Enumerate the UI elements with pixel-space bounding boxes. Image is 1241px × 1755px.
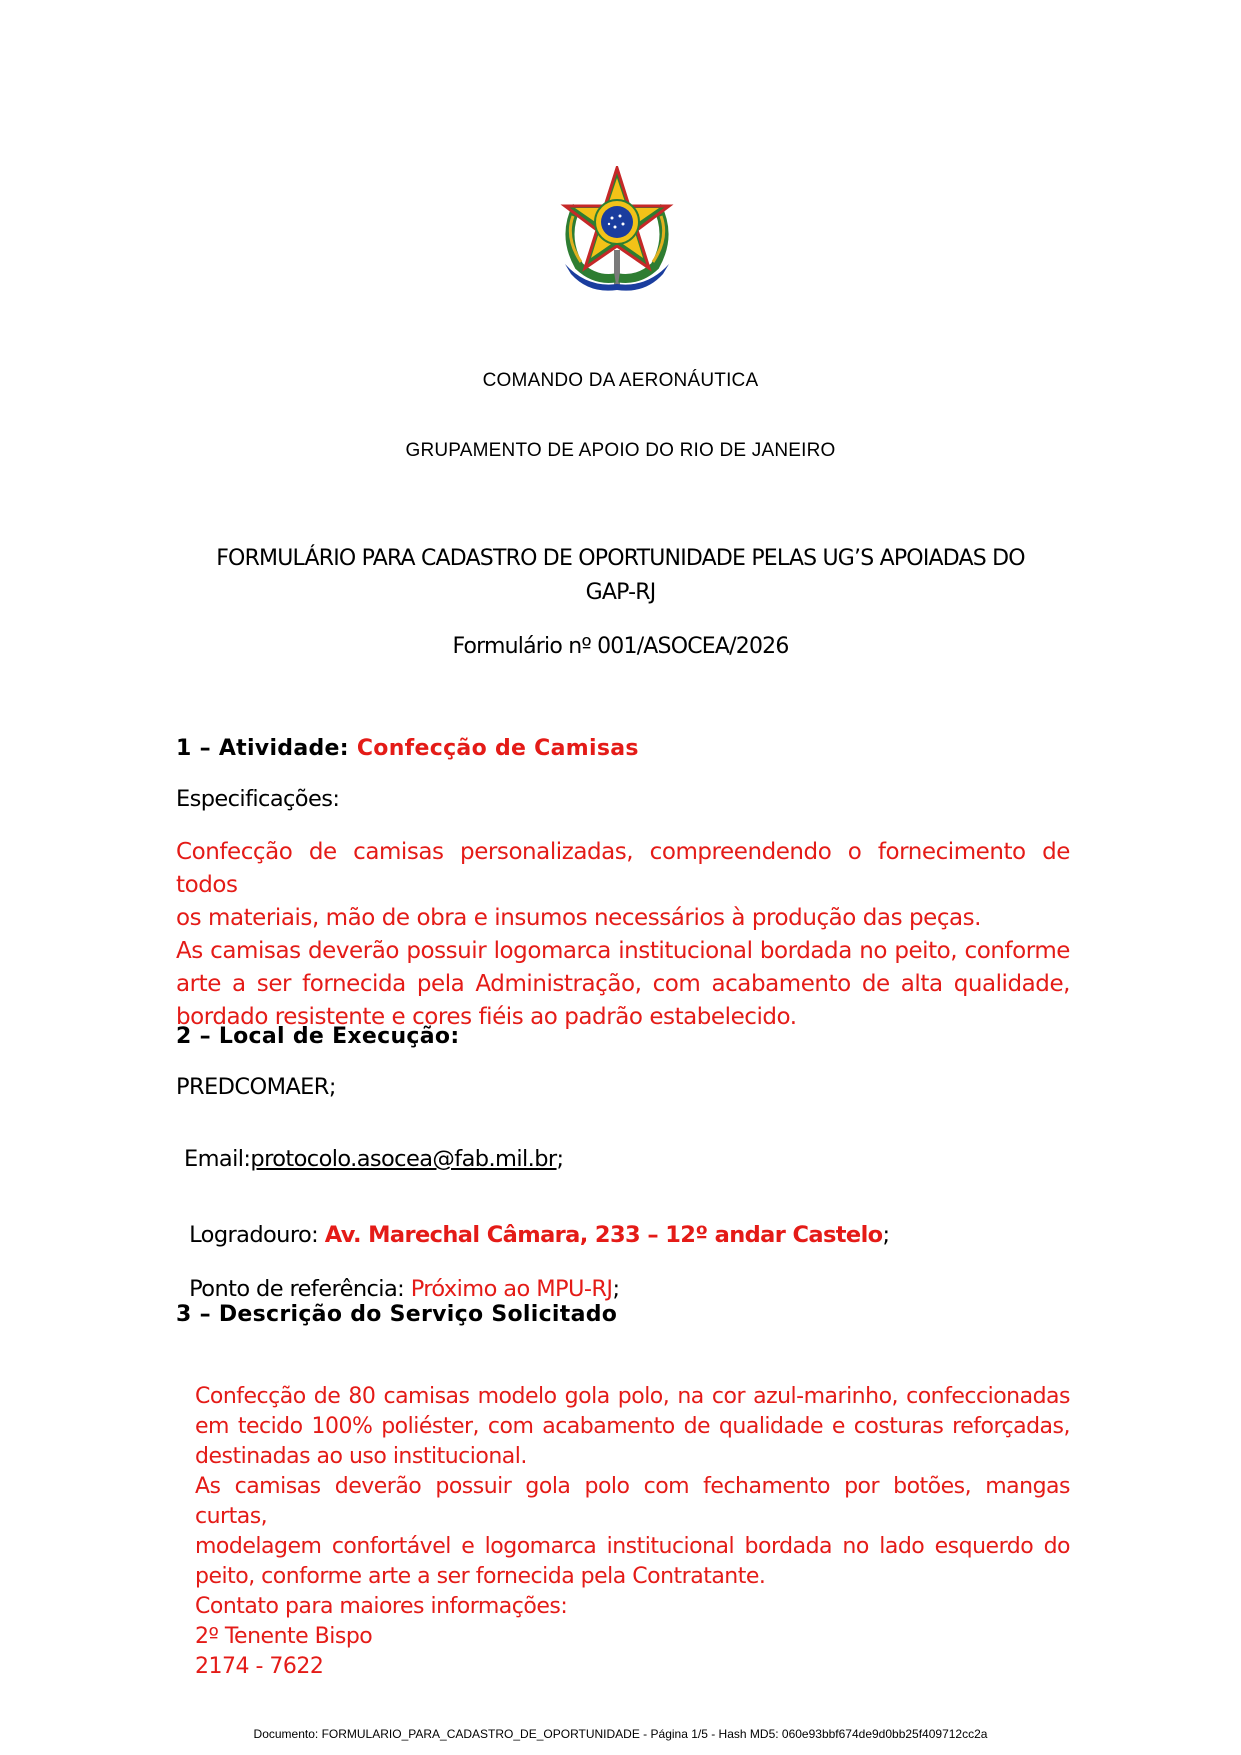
contact-block [195,1592,1070,1682]
form-title-line-1: FORMULÁRIO PARA CADASTRO DE OPORTUNIDADE PELAS UG’S APOIADAS DO [216,546,1025,571]
service-description [195,1382,1070,1592]
email-label: Email: [184,1146,251,1172]
section-3-heading: 3 – Descrição do Serviço Solicitado [176,1302,618,1327]
section-2-heading: 2 – Local de Execução: [176,1024,460,1049]
spec-line: Confecção de camisas personalizadas, compreendendo o fornecimento de todos [176,839,1070,898]
reference-label: Ponto de referência: [189,1276,411,1302]
address-suffix: ; [882,1222,890,1248]
form-title [0,542,1241,610]
description-line: destinadas ao uso institucional. [195,1444,527,1469]
reference-value: Próximo ao MPU-RJ [410,1276,613,1302]
activity-value: Confecção de Camisas [356,736,639,761]
contact-label: Contato para maiores informações: [195,1594,568,1619]
description-line: peito, conforme arte a ser fornecida pela Contratante. [195,1564,766,1589]
specifications-label: Especificações: [176,786,340,812]
email-link[interactable]: protocolo.asocea@fab.mil.br [250,1146,557,1172]
email-suffix: ; [556,1146,564,1172]
form-title-line-2: GAP-RJ [585,580,656,605]
execution-place: PREDCOMAER; [176,1074,336,1100]
contact-phone: 2174 - 7622 [195,1654,324,1679]
section-1-label: 1 – Atividade: [176,736,349,761]
address-label: Logradouro: [189,1222,325,1248]
spec-line: os materiais, mão de obra e insumos necessários à produção das peças. [176,905,982,931]
reference-line [176,1250,619,1302]
email-line [184,1146,564,1172]
spec-line: As camisas deverão possuir logomarca institucional bordada no peito, conforme [176,938,1070,964]
spec-line: arte a ser fornecida pela Administração, com acabamento de alta qualidade, [176,971,1070,997]
reference-suffix: ; [612,1276,620,1302]
address-value: Av. Marechal Câmara, 233 – 12º andar Castelo [324,1222,883,1248]
description-line: Confecção de 80 camisas modelo gola polo, na cor azul-marinho, confeccionadas [195,1384,1070,1409]
description-line: As camisas deverão possuir gola polo com fechamento por botões, mangas curtas, [195,1474,1070,1529]
organization-unit: GRUPAMENTO DE APOIO DO RIO DE JANEIRO [405,440,836,461]
address-line [176,1196,890,1248]
specifications-text [176,836,1070,1034]
organization-name: COMANDO DA AERONÁUTICA [482,370,759,391]
description-line: modelagem confortável e logomarca institucional bordada no lado esquerdo do [195,1534,1070,1559]
form-number: Formulário nº 001/ASOCEA/2026 [452,634,789,659]
spec-line: bordado resistente e cores fiéis ao padrão estabelecido. [176,1004,797,1030]
description-line: em tecido 100% poliéster, com acabamento de qualidade e costuras reforçadas, [195,1414,1070,1439]
contact-name: 2º Tenente Bispo [195,1624,373,1649]
document-footer: Documento: FORMULARIO_PARA_CADASTRO_DE_OPORTUNIDADE - Página 1/5 - Hash MD5: 060e93bbf674de9d0bb25f409712cc2a [253,1727,988,1741]
section-1-heading [176,736,639,761]
coat-of-arms-emblem [557,166,677,296]
